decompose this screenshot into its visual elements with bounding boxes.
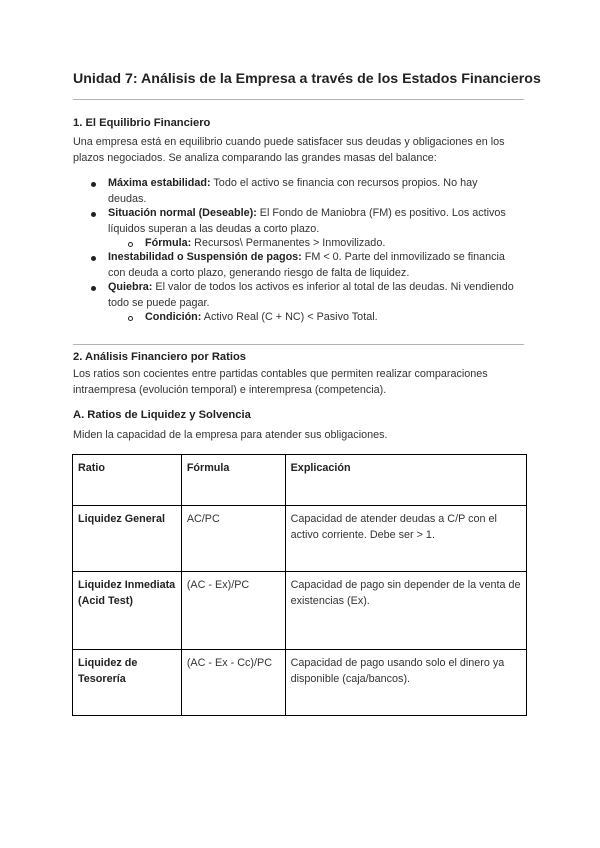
ratio-name-cell: Liquidez Inmediata (Acid Test) — [73, 572, 182, 650]
formula-cell: (AC - Ex - Cc)/PC — [181, 650, 285, 716]
subsection-a-heading: A. Ratios de Liquidez y Solvencia — [73, 409, 251, 421]
formula-cell: AC/PC — [181, 506, 285, 572]
explanation-cell: Capacidad de pago usando solo el dinero ya disponible (caja/bancos). — [285, 650, 526, 716]
document-title: Unidad 7: Análisis de la Empresa a través de los Estados Financieros — [73, 71, 541, 87]
list-item — [108, 205, 508, 237]
list-item-term: Inestabilidad o Suspensión de pagos: — [108, 251, 302, 263]
list-item — [108, 249, 520, 281]
table-row — [73, 650, 527, 716]
ratio-name-cell: Liquidez de Tesorería — [73, 650, 182, 716]
section-2-intro: Los ratios son cocientes entre partidas contables que permiten realizar comparaciones intraempresa (evolución temporal) e interempresa (competencia). — [73, 368, 488, 396]
explanation-cell: Capacidad de pago sin depender de la venta de existencias (Ex). — [285, 572, 526, 650]
list-item-term: Situación normal (Deseable): — [108, 207, 257, 219]
sub-item-term: Condición: — [145, 311, 202, 323]
section-1-heading: 1. El Equilibrio Financiero — [73, 117, 211, 129]
sub-item-text: Recursos\ Permanentes > Inmovilizado. — [191, 237, 386, 249]
bullet-icon — [91, 286, 96, 291]
ratios-table — [72, 454, 527, 716]
column-header-ratio: Ratio — [73, 455, 182, 506]
section-2-heading: 2. Análisis Financiero por Ratios — [73, 351, 247, 363]
list-item-text: El Fondo de Maniobra (FM) es positivo. Los activos líquidos superan a las deudas a corto plazo. — [108, 207, 506, 235]
bullet-icon — [91, 182, 96, 187]
formula-cell: (AC - Ex)/PC — [181, 572, 285, 650]
table-header-row — [73, 455, 527, 506]
list-item-text: El valor de todos los activos es inferior al total de las deudas. Ni vendiendo todo se puede pagar. — [108, 281, 514, 309]
list-item-term: Máxima estabilidad: — [108, 177, 211, 189]
divider — [73, 344, 524, 345]
sub-list-item — [145, 309, 505, 325]
list-item — [108, 175, 508, 207]
list-item-term: Quiebra: — [108, 281, 153, 293]
column-header-explanation: Explicación — [285, 455, 526, 506]
list-item-text: Todo el activo se financia con recursos propios. No hay deudas. — [108, 177, 478, 205]
ratio-name-cell: Liquidez General — [73, 506, 182, 572]
sub-item-term: Fórmula: — [145, 237, 192, 249]
section-1-intro: Una empresa está en equilibrio cuando puede satisfacer sus deudas y obligaciones en los plazos negociados. Se analiza comparando las grandes masas del balance: — [73, 136, 505, 164]
sub-item-text: Activo Real (C + NC) < Pasivo Total. — [201, 311, 378, 323]
table-row — [73, 572, 527, 650]
subsection-a-intro: Miden la capacidad de la empresa para atender sus obligaciones. — [73, 429, 388, 441]
divider — [73, 99, 524, 100]
list-item — [108, 279, 528, 311]
bullet-icon — [91, 212, 96, 217]
sub-bullet-icon — [128, 316, 133, 321]
explanation-cell: Capacidad de atender deudas a C/P con el activo corriente. Debe ser > 1. — [285, 506, 526, 572]
sub-bullet-icon — [128, 242, 133, 247]
column-header-formula: Fórmula — [181, 455, 285, 506]
bullet-icon — [91, 256, 96, 261]
list-item-text: FM < 0. Parte del inmovilizado se financia con deuda a corto plazo, generando riesgo de falta de liquidez. — [108, 251, 505, 279]
table-row — [73, 506, 527, 572]
